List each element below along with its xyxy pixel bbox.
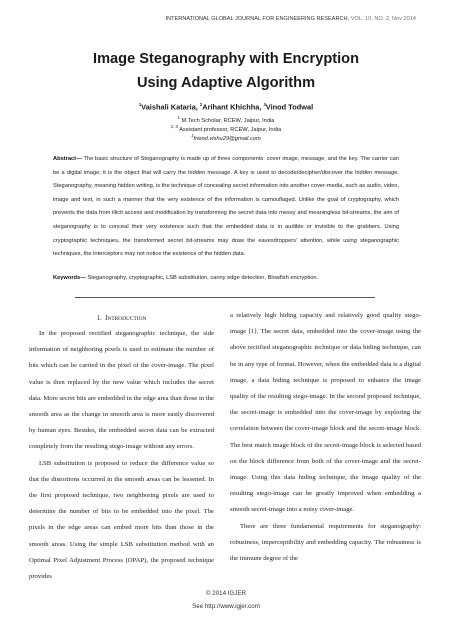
email-text: friend.vishu29@gmail.com — [193, 135, 261, 142]
author-2-sup: 2 — [199, 102, 203, 107]
author-3: Vinod Todwal — [265, 102, 314, 112]
left-column — [29, 312, 214, 585]
affiliation-2-text: Assistant professor, RCEW, Jaipur, India — [177, 126, 282, 133]
author-1-sup: 1 — [138, 102, 142, 107]
journal-name: INTERNATIONAL GLOBAL JOURNAL FOR ENGINEERING RESEARCH, — [165, 16, 350, 22]
author-1: Vaishali Kataria, — [141, 102, 200, 112]
paragraph: LSB substitution is proposed to reduce the difference value so that the distortions occurred in the smooth areas can be lessened. In the first proposed technique, two neighboring pixels are used to determine the number of bits to be embedded into the pixel. The pixels in the edge areas can embed more bits than those in the smooth areas. Using the simple LSB substitution method with an Optimal Pixel Adjustment Process (OPAP), the proposed technique provides — [29, 459, 214, 581]
keywords-text: Steganography, cryptographic, LSB substitution, canny edge detection, Blowfish encryption. — [85, 275, 319, 281]
title-line-1: Image Steganography with Encryption — [93, 51, 359, 67]
paragraph: In the proposed rectified steganographic technique, the side information of neighboring pixels is used to estimate the number of bits which can be carried in the pixel of the cover-image. The pixel value is then replaced by the new value which includes the secret data. More secret bits are embedded in the edge area than those in the smooth area as the change in smooth area is more easily discovered by human eyes. Besides, the embedded secret data can be extracted completely from the resulting stego-image without any errors. — [29, 330, 214, 451]
affiliation-1-text: M.Tech Scholar, RCEW, Jaipur, India — [179, 117, 275, 124]
keywords — [53, 275, 399, 281]
author-email[interactable] — [0, 133, 452, 142]
section-number: 1. — [96, 315, 102, 322]
title-line-2: Using Adaptive Algorithm — [136, 75, 316, 91]
author-3-sup: 3 — [263, 102, 266, 107]
section-divider — [75, 297, 375, 298]
journal-header — [166, 16, 416, 22]
abstract-text: The basic structure of Steganography is made up of three components: cover image, message, and the key. The carrier can be a digital image; it is the object that will carry the hidden message. A key is used to decode/decipher/discover the hidden message. Steganography, meaning hidden writing, is the technique of concealing secret information into another cover-media, such as audio, video, image and text, in such a manner that the very existence of the information is camouflaged. Unlike the goal of cryptography, which prevents the data from illicit access and modification by transforming the secret data into messy and meaningless bit-streams, the aim of steganography is to conceal their very existence such that the embedded data is in audible or invisible to the grabbers. Using cryptographic techniques, the transformed secret bit-streams may draw the eavesdroppers' attention, while using steganographic techniques, the interceptors may not notice the existence of the hidden data. — [53, 156, 399, 258]
section-title-rest: NTRODUCTION — [107, 316, 147, 322]
journal-volume: VOL. 10, NO. 2, Nov 2014 — [349, 16, 416, 22]
footer-link[interactable]: See http://www.igjer.com — [192, 603, 260, 610]
affiliation-1-sup: 1 — [177, 115, 180, 120]
affiliation-2 — [0, 124, 452, 133]
section-title-initial: I — [105, 315, 108, 322]
keywords-label: Keywords— — [53, 275, 86, 281]
right-column — [230, 308, 421, 567]
affiliation-2-sup: 2, 3 — [170, 124, 178, 129]
paper-title — [0, 47, 452, 95]
abstract — [53, 153, 399, 262]
footer-copyright: © 2014 IGJER — [206, 590, 246, 597]
section-heading — [29, 312, 214, 326]
author-2: Arihant Khichha, — [202, 102, 264, 112]
email-sup: 1 — [191, 133, 194, 138]
paragraph: There are three fundamental requirements for steganography: robustness, imperceptibility and embedding capacity. The robustness is the immune degree of the — [230, 522, 421, 563]
paragraph: a relatively high hiding capacity and relatively good quality stego-image [1]. The secret data, embedded into the cover-image using the above rectified steganographic technique or data hiding technique, can be in any type of format. However, when the embedded data is a digital image, a data hiding technique is proposed to enhance the image quality of the resulting stego-image. In the second proposed technique, the secret-image is embedded into the cover-image by exploring the correlation between the cover-image block and the secret-image block. The best match image block of the secret-image block is selected based on the block difference from both of the cover-image and the secret-image. Using this data hiding technique, the image quality of the resulting stego-image can be greatly improved when embedding a smooth secret-image into a noisy cover-image. — [230, 312, 421, 514]
affiliation-1 — [0, 115, 452, 124]
author-list — [0, 102, 452, 111]
abstract-label: Abstract— — [53, 156, 82, 162]
